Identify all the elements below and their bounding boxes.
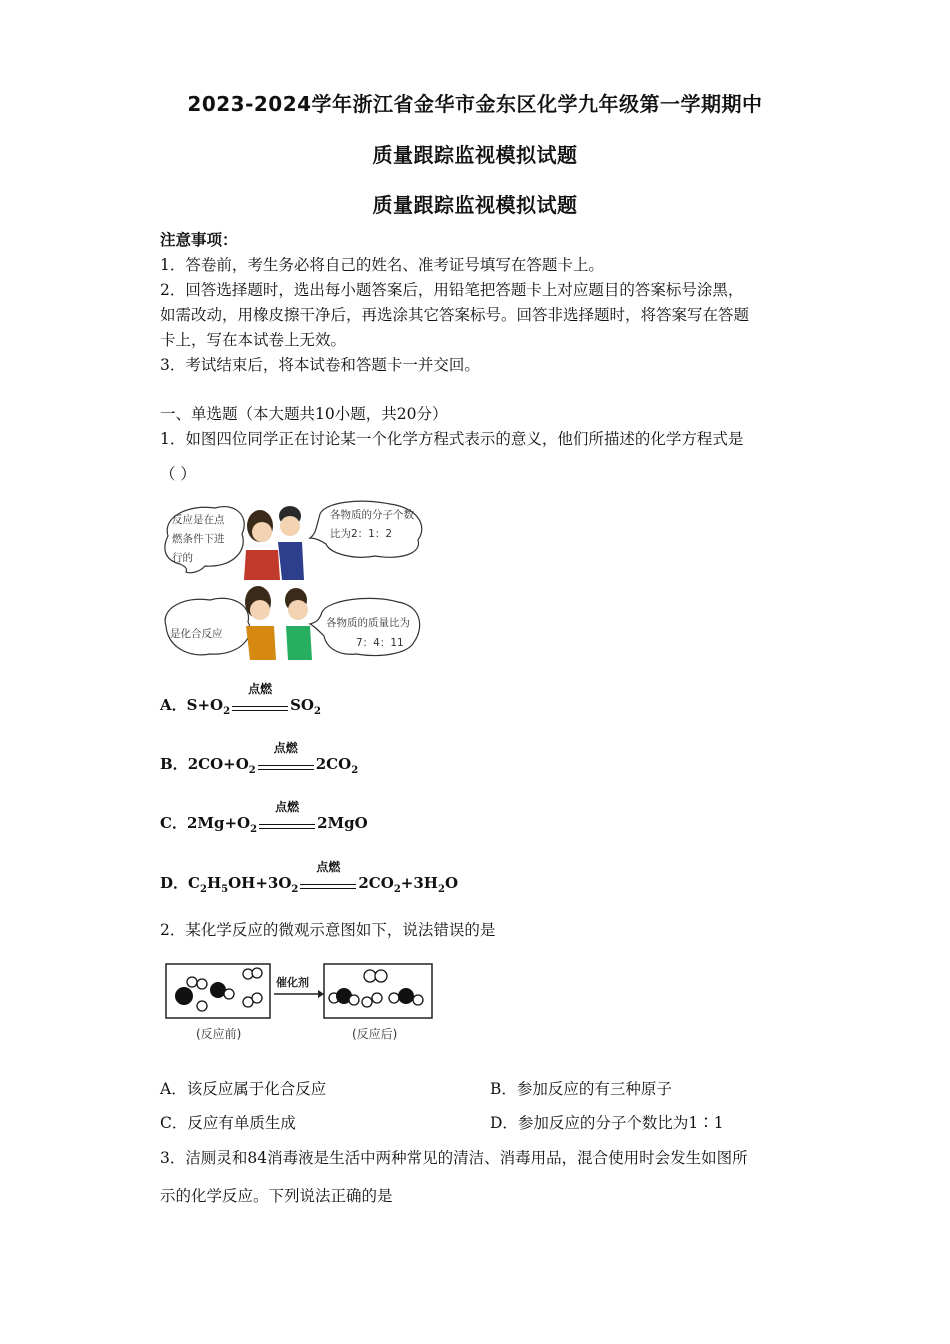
page-subtitle: 质量跟踪监视模拟试题 (372, 143, 578, 167)
q1-c-reaction-arrow (259, 800, 315, 832)
q1-b-right: 2CO (315, 755, 352, 773)
q1-option-d-label: D． (160, 874, 189, 892)
after-caption: (反应后) (352, 1027, 398, 1041)
q1-a-right-sub: 2 (313, 706, 321, 717)
q1-d-h-sub: 5 (221, 884, 229, 895)
bubble-tl-line-1: 反应是在点 (172, 514, 225, 526)
q1-d-h2o-sub: 2 (437, 884, 445, 895)
q1-d-reaction-arrow (300, 860, 356, 892)
q1-option-c-label: C． (160, 814, 187, 832)
q1-a-left: S+O (186, 696, 224, 714)
page-subtitle-repeat: 质量跟踪监视模拟试题 (372, 193, 578, 217)
student-bottom-left (245, 586, 276, 660)
q1-a-condition: 点燃 (248, 682, 273, 696)
q1-b-left-sub: 2 (248, 765, 256, 776)
bubble-tr-line-1: 各物质的分子个数 (330, 509, 414, 521)
notice-item-3: 3．考试结束后，将本试卷和答题卡一并交回。 (160, 356, 480, 374)
q1-d-c: C (188, 874, 200, 892)
q1-d-h2o: +3H (400, 874, 438, 892)
q1-stem-line-1: 1．如图四位同学正在讨论某一个化学方程式表示的意义，他们所描述的化学方程式是 (160, 430, 744, 448)
q1-d-condition: 点燃 (316, 860, 341, 874)
notice-item-2-line-1: 2．回答选择题时，选出每小题答案后，用铅笔把答题卡上对应题目的答案标号涂黑， (160, 281, 744, 299)
q1-d-co2-sub: 2 (393, 884, 401, 895)
q1-b-reaction-arrow (258, 741, 314, 773)
q1-stem-line-2: （ ） (160, 465, 196, 483)
q1-d-oh: OH+3O (228, 874, 292, 892)
bubble-br-line-2: 7：4：11 (356, 637, 404, 649)
q1-c-left-sub: 2 (250, 824, 258, 835)
section-heading: 一、单选题（本大题共10小题，共20分） (160, 405, 448, 423)
q2-option-a[interactable]: A．该反应属于化合反应 (160, 1080, 327, 1098)
q1-option-c[interactable] (160, 800, 368, 835)
bubble-bl-line-1: 是化合反应 (170, 628, 223, 640)
q1-d-co2: 2CO (358, 874, 394, 892)
q1-c-condition: 点燃 (275, 800, 300, 814)
q2-option-b[interactable]: B．参加反应的有三种原子 (490, 1080, 672, 1098)
q1-option-d[interactable] (160, 860, 459, 895)
notice-heading: 注意事项： (160, 230, 238, 249)
bubble-tr-line-2: 比为2：1：2 (330, 528, 393, 540)
student-bottom-right (285, 588, 312, 660)
q1-d-c-sub: 2 (199, 884, 207, 895)
q1-a-reaction-arrow (232, 682, 288, 714)
q1-a-right: SO (290, 696, 314, 714)
q3-stem-line-1: 3．洁厕灵和84消毒液是生活中两种常见的清洁、消毒用品，混合使用时会发生如图所 (160, 1149, 748, 1167)
q1-option-a[interactable] (160, 682, 321, 717)
bubble-br-line-1: 各物质的质量比为 (326, 617, 410, 629)
q2-option-c[interactable]: C．反应有单质生成 (160, 1114, 296, 1132)
q1-option-b[interactable] (160, 741, 359, 776)
q1-c-left: 2Mg+O (186, 814, 251, 832)
bubble-tl-line-3: 行的 (172, 552, 193, 564)
q1-b-condition: 点燃 (273, 741, 298, 755)
bubble-bottom-left (165, 598, 250, 655)
q1-students-figure (160, 496, 425, 666)
catalyst-label: 催化剂 (276, 976, 309, 989)
q1-d-o: O (444, 874, 459, 892)
before-caption: (反应前) (196, 1027, 242, 1041)
notice-item-1: 1．答卷前，考生务必将自己的姓名、准考证号填写在答题卡上。 (160, 256, 604, 274)
q1-c-right: 2MgO (317, 814, 368, 832)
q2-stem: 2．某化学反应的微观示意图如下，说法错误的是 (160, 921, 496, 939)
student-top-left (244, 510, 280, 580)
q2-reaction-diagram (162, 960, 437, 1046)
bubble-tl-line-2: 燃条件下进 (172, 533, 225, 545)
q1-option-b-label: B． (160, 755, 188, 773)
notice-item-2-line-3: 卡上，写在本试卷上无效。 (160, 331, 347, 349)
q1-d-h: H (206, 874, 222, 892)
q2-option-d[interactable]: D．参加反应的分子个数比为1∶1 (490, 1114, 724, 1132)
q3-stem-line-2: 示的化学反应。下列说法正确的是 (160, 1187, 393, 1205)
student-top-right (278, 506, 304, 580)
notice-item-2-line-2: 如需改动，用橡皮擦干净后，再选涂其它答案标号。回答非选择题时，将答案写在答题 (160, 306, 750, 324)
q1-b-left: 2CO+O (187, 755, 249, 773)
q1-a-left-sub: 2 (223, 706, 231, 717)
q1-option-a-label: A． (160, 696, 187, 714)
arrow-head (318, 990, 324, 998)
page-title: 2023-2024学年浙江省金华市金东区化学九年级第一学期期中 (187, 92, 763, 116)
q1-b-right-sub: 2 (351, 765, 359, 776)
q1-d-o2-sub: 2 (291, 884, 299, 895)
